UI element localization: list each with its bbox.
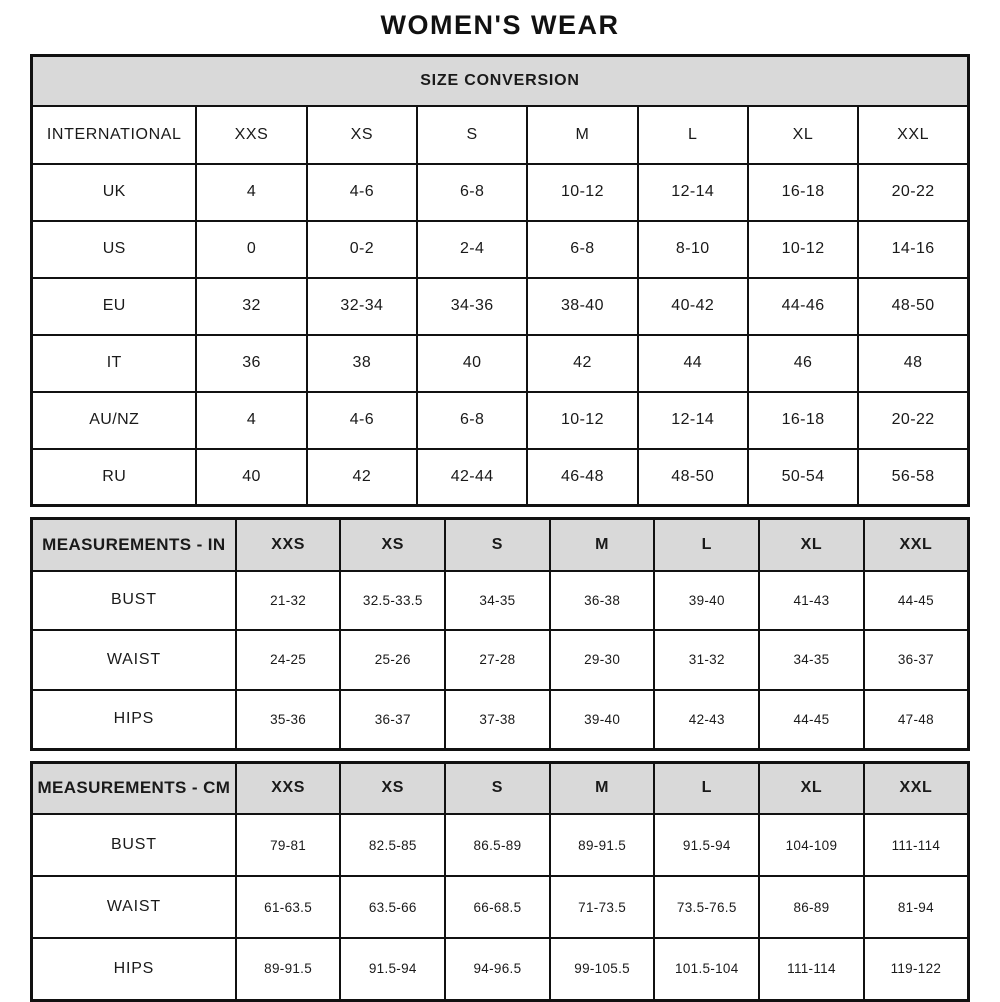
value-cell: 10-12	[748, 221, 858, 278]
value-cell: 40-42	[638, 278, 748, 335]
size-column-header: S	[445, 519, 550, 571]
size-column-header: XS	[340, 519, 445, 571]
value-cell: 71-73.5	[550, 876, 655, 938]
measurements-in-header-row	[32, 519, 969, 571]
row-label: WAIST	[32, 630, 236, 690]
size-column-header: XXL	[864, 519, 969, 571]
value-cell: 27-28	[445, 630, 550, 690]
row-label: HIPS	[32, 938, 236, 1000]
size-column-header: XS	[307, 106, 417, 164]
size-conversion-header-row	[32, 106, 969, 164]
value-cell: 4	[196, 392, 306, 449]
value-cell: 20-22	[858, 164, 968, 221]
table-row	[32, 571, 969, 631]
value-cell: 82.5-85	[340, 814, 445, 876]
value-cell: 50-54	[748, 449, 858, 506]
value-cell: 0-2	[307, 221, 417, 278]
size-column-header: L	[654, 762, 759, 814]
value-cell: 48-50	[858, 278, 968, 335]
measurements-in-table	[30, 517, 970, 751]
size-column-header: XL	[759, 519, 864, 571]
size-column-header: XL	[748, 106, 858, 164]
value-cell: 34-35	[759, 630, 864, 690]
value-cell: 34-35	[445, 571, 550, 631]
value-cell: 99-105.5	[550, 938, 655, 1000]
value-cell: 91.5-94	[340, 938, 445, 1000]
row-label: US	[32, 221, 197, 278]
row-label: WAIST	[32, 876, 236, 938]
size-conversion-banner: SIZE CONVERSION	[32, 56, 969, 106]
row-label: BUST	[32, 571, 236, 631]
size-conversion-banner-row	[32, 56, 969, 106]
value-cell: 119-122	[864, 938, 969, 1000]
value-cell: 31-32	[654, 630, 759, 690]
value-cell: 44-46	[748, 278, 858, 335]
row-label: BUST	[32, 814, 236, 876]
size-column-header: L	[654, 519, 759, 571]
value-cell: 46-48	[527, 449, 637, 506]
table-row	[32, 876, 969, 938]
value-cell: 47-48	[864, 690, 969, 750]
value-cell: 2-4	[417, 221, 527, 278]
size-column-header: M	[527, 106, 637, 164]
value-cell: 44	[638, 335, 748, 392]
row-label: AU/NZ	[32, 392, 197, 449]
value-cell: 101.5-104	[654, 938, 759, 1000]
value-cell: 24-25	[236, 630, 341, 690]
size-column-header: XXL	[858, 106, 968, 164]
measurements-cm-table	[30, 761, 970, 1002]
value-cell: 12-14	[638, 392, 748, 449]
value-cell: 6-8	[417, 392, 527, 449]
value-cell: 16-18	[748, 164, 858, 221]
value-cell: 42-43	[654, 690, 759, 750]
value-cell: 36-37	[340, 690, 445, 750]
value-cell: 6-8	[527, 221, 637, 278]
value-cell: 16-18	[748, 392, 858, 449]
value-cell: 8-10	[638, 221, 748, 278]
value-cell: 10-12	[527, 164, 637, 221]
value-cell: 48	[858, 335, 968, 392]
value-cell: 0	[196, 221, 306, 278]
corner-label: MEASUREMENTS - CM	[32, 762, 236, 814]
value-cell: 4-6	[307, 392, 417, 449]
table-row	[32, 335, 969, 392]
value-cell: 91.5-94	[654, 814, 759, 876]
value-cell: 29-30	[550, 630, 655, 690]
value-cell: 66-68.5	[445, 876, 550, 938]
value-cell: 61-63.5	[236, 876, 341, 938]
value-cell: 48-50	[638, 449, 748, 506]
measurements-in-body	[32, 571, 969, 750]
row-label: UK	[32, 164, 197, 221]
table-row	[32, 814, 969, 876]
row-label: RU	[32, 449, 197, 506]
value-cell: 40	[417, 335, 527, 392]
value-cell: 41-43	[759, 571, 864, 631]
value-cell: 42	[527, 335, 637, 392]
value-cell: 39-40	[654, 571, 759, 631]
value-cell: 86.5-89	[445, 814, 550, 876]
value-cell: 36	[196, 335, 306, 392]
size-conversion-body	[32, 164, 969, 506]
row-label: HIPS	[32, 690, 236, 750]
value-cell: 44-45	[864, 571, 969, 631]
size-column-header: S	[445, 762, 550, 814]
size-column-header: S	[417, 106, 527, 164]
measurements-cm-header-row	[32, 762, 969, 814]
size-column-header: M	[550, 762, 655, 814]
size-column-header: XXS	[236, 519, 341, 571]
table-row	[32, 278, 969, 335]
table-row	[32, 221, 969, 278]
value-cell: 4-6	[307, 164, 417, 221]
row-label: EU	[32, 278, 197, 335]
size-column-header: XXL	[864, 762, 969, 814]
value-cell: 14-16	[858, 221, 968, 278]
value-cell: 42-44	[417, 449, 527, 506]
value-cell: 81-94	[864, 876, 969, 938]
value-cell: 35-36	[236, 690, 341, 750]
value-cell: 111-114	[759, 938, 864, 1000]
value-cell: 73.5-76.5	[654, 876, 759, 938]
value-cell: 32	[196, 278, 306, 335]
value-cell: 32-34	[307, 278, 417, 335]
value-cell: 34-36	[417, 278, 527, 335]
size-column-header: XXS	[196, 106, 306, 164]
value-cell: 20-22	[858, 392, 968, 449]
value-cell: 38-40	[527, 278, 637, 335]
size-column-header: M	[550, 519, 655, 571]
size-column-header: XS	[340, 762, 445, 814]
value-cell: 12-14	[638, 164, 748, 221]
size-conversion-table	[30, 54, 970, 507]
table-row	[32, 164, 969, 221]
size-column-header: L	[638, 106, 748, 164]
measurements-cm-body	[32, 814, 969, 1000]
value-cell: 36-38	[550, 571, 655, 631]
table-row	[32, 690, 969, 750]
row-label: IT	[32, 335, 197, 392]
value-cell: 32.5-33.5	[340, 571, 445, 631]
value-cell: 38	[307, 335, 417, 392]
value-cell: 111-114	[864, 814, 969, 876]
value-cell: 6-8	[417, 164, 527, 221]
value-cell: 25-26	[340, 630, 445, 690]
value-cell: 79-81	[236, 814, 341, 876]
table-row	[32, 630, 969, 690]
corner-label: MEASUREMENTS - IN	[32, 519, 236, 571]
page-title: WOMEN'S WEAR	[380, 10, 620, 40]
table-row	[32, 449, 969, 506]
value-cell: 94-96.5	[445, 938, 550, 1000]
value-cell: 42	[307, 449, 417, 506]
corner-label: INTERNATIONAL	[32, 106, 197, 164]
value-cell: 46	[748, 335, 858, 392]
size-column-header: XL	[759, 762, 864, 814]
value-cell: 10-12	[527, 392, 637, 449]
table-row	[32, 392, 969, 449]
value-cell: 44-45	[759, 690, 864, 750]
value-cell: 104-109	[759, 814, 864, 876]
table-row	[32, 938, 969, 1000]
value-cell: 86-89	[759, 876, 864, 938]
value-cell: 39-40	[550, 690, 655, 750]
value-cell: 36-37	[864, 630, 969, 690]
size-column-header: XXS	[236, 762, 341, 814]
value-cell: 40	[196, 449, 306, 506]
value-cell: 63.5-66	[340, 876, 445, 938]
value-cell: 56-58	[858, 449, 968, 506]
value-cell: 37-38	[445, 690, 550, 750]
value-cell: 4	[196, 164, 306, 221]
value-cell: 89-91.5	[550, 814, 655, 876]
value-cell: 89-91.5	[236, 938, 341, 1000]
value-cell: 21-32	[236, 571, 341, 631]
